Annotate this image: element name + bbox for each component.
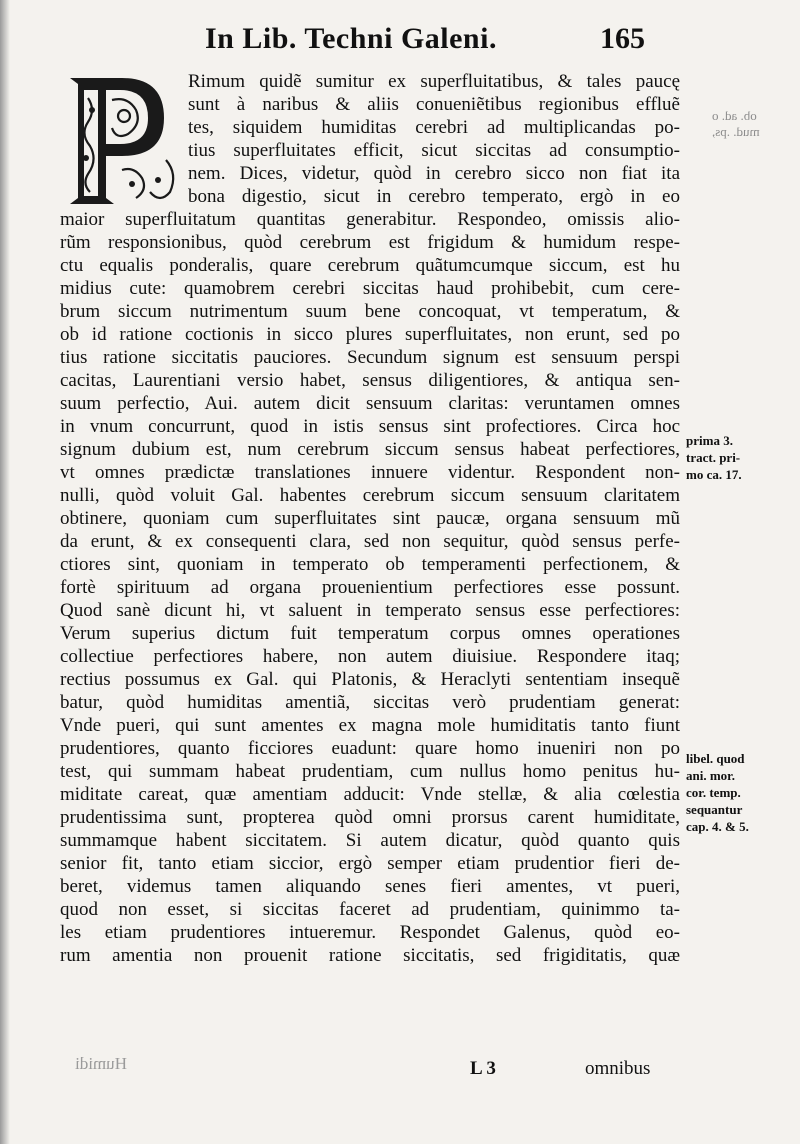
text-line: fortè spirituum ad organa prouenientium perfectiores esse possunt. [60, 577, 680, 598]
text-line: rũm responsionibus, quòd cerebrum est frigidum & humidum respe- [60, 232, 680, 253]
margin-note-line: mo ca. 17. [686, 467, 742, 482]
text-line: tius superfluitates efficit, sicut siccitas ad consumptio- [188, 140, 680, 161]
catchword: omnibus [585, 1058, 651, 1079]
show-through-line: mud. .ps, [712, 124, 760, 139]
text-line: suum perfectio, Aui. autem dicit sensuum claritas: veruntamen omnes [60, 393, 680, 414]
margin-note-line: cor. temp. [686, 785, 741, 800]
text-line: ob id ratione coctionis in sicco plures superfluitates, non erunt, sed po [60, 324, 680, 345]
text-line: nem. Dices, videtur, quòd in cerebro sicco non fiat ita [188, 163, 680, 184]
text-line: Vnde pueri, qui sunt amentes ex magna mole humiditatis tanto fiunt [60, 715, 680, 736]
text-line: da erunt, & ex consequenti clara, sed non sequitur, quòd sensus perfe- [60, 531, 680, 552]
text-line: in vnum concurrunt, quod in istis sensus sint profectiores. Circa hoc [60, 416, 680, 437]
text-line: sunt à naribus & aliis conueniẽtibus regionibus effluẽ [188, 94, 680, 115]
text-line: cacitas, Laurentiani versio habet, sensus diligentiores, & antiqua sen- [60, 370, 680, 391]
text-line: signum dubium est, num cerebrum siccum sensus habeat perfectiores, [60, 439, 680, 460]
text-line: ctiores sint, quoniam in temperato ob temperamenti perfectionem, & [60, 554, 680, 575]
margin-note-line: ani. mor. [686, 768, 735, 783]
text-line: senior fit, tanto etiam siccior, ergò semper etiam prudentior fieri de- [60, 853, 680, 874]
text-line: brum siccum nutrimentum suum bene concoquat, vt temperatum, & [60, 301, 680, 322]
text-line: rectius possumus ex Gal. qui Platonis, & Heraclyti sententiam insequẽ [60, 669, 680, 690]
margin-note-line: sequantur [686, 802, 743, 817]
text-line: quod non esset, si siccitas faceret ad prudentiam, quinimmo ta- [60, 899, 680, 920]
text-line: batur, quòd humiditas amentiã, siccitas verò prudentiam generat: [60, 692, 680, 713]
text-line: vt omnes prædictæ translationes innuere videntur. Respondent non- [60, 462, 680, 483]
running-head: In Lib. Techni Galeni. [205, 22, 497, 55]
text-line: bona digestio, sicut in cerebro temperato, ergò in eo [188, 186, 680, 207]
text-line: midius cute: quamobrem cerebri siccitas haud prohibebit, cum cere- [60, 278, 680, 299]
gutter-shadow [0, 0, 10, 1144]
text-line: obtinere, quoniam cum superfluitates sint paucæ, organa sensuum mũ [60, 508, 680, 529]
show-through-line: Humidi [75, 1054, 127, 1073]
text-line: Quod sanè dicunt hi, vt saluent in temperato sensus esse perfectiores: [60, 600, 680, 621]
text-line: Rimum quidẽ sumitur ex superfluitatibus, & tales paucę [188, 71, 680, 92]
text-line: nulli, quòd voluit Gal. habentes cerebrum siccum sensuum claritatem [60, 485, 680, 506]
page-number: 165 [600, 22, 645, 55]
margin-note-2 [686, 750, 796, 835]
text-line: maior superfluitatum quantitas generabitur. Respondeo, omissis alio- [60, 209, 680, 230]
show-through-text [75, 1054, 127, 1074]
margin-note-line: tract. pri- [686, 450, 741, 465]
show-through-text [712, 108, 760, 140]
text-line: rum amentia non prouenit ratione siccitatis, sed frigiditatis, quæ [60, 945, 680, 966]
text-line: prudentissima sunt, propterea quòd omni prorsus carent humiditate, [60, 807, 680, 828]
text-line: tius ratione siccitatis pauciores. Secundum signum est sensuum perspi [60, 347, 680, 368]
margin-note-line: prima 3. [686, 433, 733, 448]
margin-note-line: libel. quod [686, 751, 745, 766]
show-through-line: ob. ad. o [712, 108, 757, 123]
text-line: Verum superius dictum fuit temperatum corpus omnes operationes [60, 623, 680, 644]
text-line: prudentiores, quanto ficciores euadunt: quare homo inueniri non po [60, 738, 680, 759]
text-line: tes, siquidem humiditas cerebri ad multiplicandas po- [188, 117, 680, 138]
text-line: ctu equalis ponderalis, quare cerebrum quãtumcumque siccum, est hu [60, 255, 680, 276]
margin-note-line: cap. 4. & 5. [686, 819, 749, 834]
text-line: test, qui summam habeat prudentiam, cum nullus homo penitus hu- [60, 761, 680, 782]
signature-mark: L 3 [470, 1058, 496, 1079]
text-line: collectiue perfectiores habere, non autem diuisiue. Respondere itaq; [60, 646, 680, 667]
text-line: miditate careat, quæ amentiam adducit: Vnde stellæ, & alia cœlestia [60, 784, 680, 805]
text-line: beret, videmus tamen aliquando senes fieri amentes, vt pueri, [60, 876, 680, 897]
text-line: les etiam prudentiores intueremur. Respondet Galenus, quòd eo- [60, 922, 680, 943]
margin-note-1 [686, 432, 796, 483]
text-line: summamque habent siccitatem. Si autem dicatur, quòd quanto quis [60, 830, 680, 851]
